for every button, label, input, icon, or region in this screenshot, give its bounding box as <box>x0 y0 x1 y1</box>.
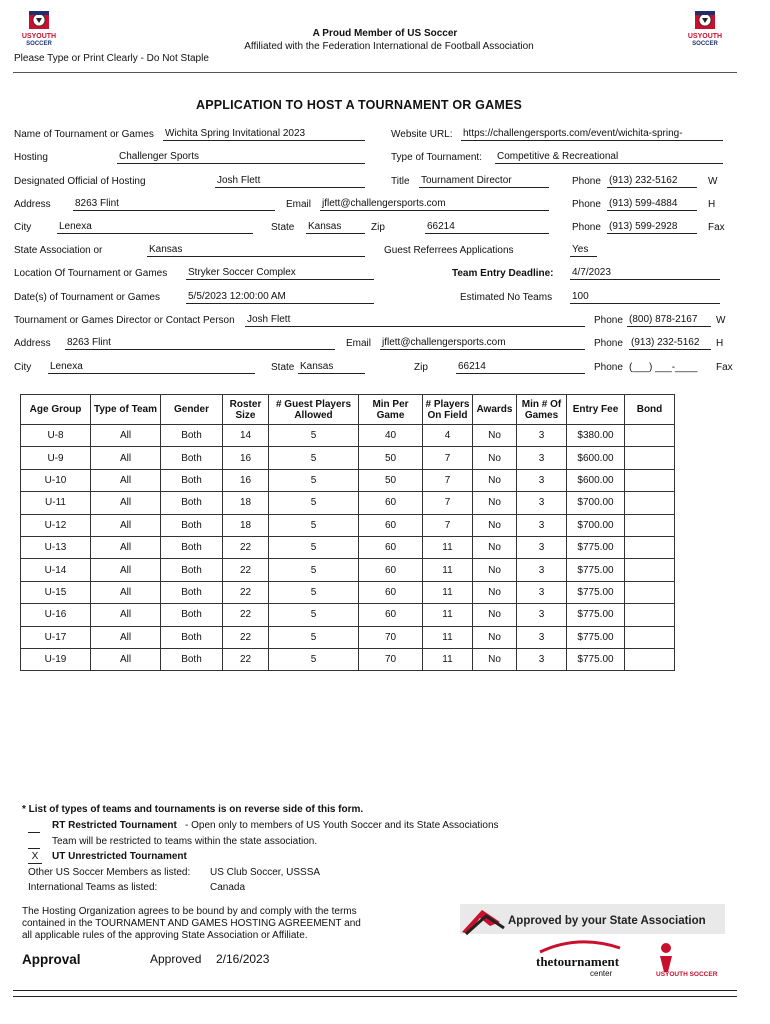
dir-city-field[interactable]: Lenexa <box>48 361 255 374</box>
phone3-suffix: Fax <box>708 222 725 233</box>
cell-min-per-game: 60 <box>359 536 423 558</box>
cell-guest-players: 5 <box>269 492 359 514</box>
deadline-label: Team Entry Deadline: <box>452 268 554 279</box>
cell-gender: Both <box>161 648 223 670</box>
dir-phone2-suffix: H <box>716 338 724 349</box>
cell-type-of-team: All <box>91 581 161 603</box>
cell-guest-players: 5 <box>269 536 359 558</box>
cell-entry-fee: $775.00 <box>567 581 625 603</box>
cell-gender: Both <box>161 447 223 469</box>
estimated-teams-label: Estimated No Teams <box>460 292 553 303</box>
col-age-group: Age Group <box>21 395 91 425</box>
cell-guest-players: 5 <box>269 447 359 469</box>
cell-awards: No <box>473 425 517 447</box>
col-min-games: Min # Of Games <box>517 395 567 425</box>
cell-gender: Both <box>161 604 223 626</box>
hosting-field[interactable]: Challenger Sports <box>117 151 365 164</box>
tournament-name-field[interactable]: Wichita Spring Invitational 2023 <box>163 128 365 141</box>
table-row <box>21 447 675 469</box>
dir-phone1-suffix: W <box>716 315 726 326</box>
email-label: Email <box>286 199 312 210</box>
dir-state-field[interactable]: Kansas <box>298 361 365 374</box>
approved-banner-text: Approved by your State Association <box>508 915 706 927</box>
cell-guest-players: 5 <box>269 425 359 447</box>
cell-guest-players: 5 <box>269 559 359 581</box>
title-label: Title <box>391 176 410 187</box>
cell-bond <box>625 425 675 447</box>
international-value: Canada <box>210 882 246 893</box>
header-instruction: Please Type or Print Clearly - Do Not Staple <box>14 53 209 64</box>
tournament-center-logo-line1: thetournament <box>536 954 620 969</box>
cell-bond <box>625 581 675 603</box>
state-label: State <box>271 222 295 233</box>
svg-text:SOCCER: SOCCER <box>26 41 52 47</box>
cell-min-games: 3 <box>517 447 567 469</box>
cell-roster-size: 22 <box>223 581 269 603</box>
dir-city-label: City <box>14 362 32 373</box>
col-min-per-game: Min Per Game <box>359 395 423 425</box>
cell-roster-size: 18 <box>223 492 269 514</box>
cell-type-of-team: All <box>91 559 161 581</box>
phone1-field[interactable]: (913) 232-5162 <box>607 175 697 188</box>
dir-email-label: Email <box>346 338 372 349</box>
cell-roster-size: 22 <box>223 604 269 626</box>
cell-entry-fee: $600.00 <box>567 469 625 491</box>
table-row <box>21 626 675 648</box>
cell-bond <box>625 648 675 670</box>
cell-bond <box>625 469 675 491</box>
dir-email-field[interactable]: jflett@challengersports.com <box>380 337 585 350</box>
cell-type-of-team: All <box>91 469 161 491</box>
cell-gender: Both <box>161 425 223 447</box>
cell-roster-size: 14 <box>223 425 269 447</box>
cell-awards: No <box>473 559 517 581</box>
dir-zip-label: Zip <box>414 362 428 373</box>
cell-roster-size: 22 <box>223 648 269 670</box>
cell-roster-size: 18 <box>223 514 269 536</box>
city-field[interactable]: Lenexa <box>57 221 253 234</box>
cell-entry-fee: $775.00 <box>567 604 625 626</box>
cell-age-group: U-12 <box>21 514 91 536</box>
rt-checkbox[interactable] <box>28 820 40 833</box>
hosting-label: Hosting <box>14 152 48 163</box>
dir-phone3-suffix: Fax <box>716 362 733 373</box>
cell-roster-size: 22 <box>223 559 269 581</box>
other-members-label: Other US Soccer Members as listed: <box>28 867 191 878</box>
col-players-on-field: # Players On Field <box>423 395 473 425</box>
website-label: Website URL: <box>391 129 453 140</box>
cell-players-on-field: 11 <box>423 604 473 626</box>
cell-min-per-game: 70 <box>359 626 423 648</box>
cell-type-of-team: All <box>91 536 161 558</box>
page-title: APPLICATION TO HOST A TOURNAMENT OR GAMES <box>195 98 523 112</box>
col-entry-fee: Entry Fee <box>567 395 625 425</box>
table-row <box>21 425 675 447</box>
cell-awards: No <box>473 648 517 670</box>
table-row <box>21 469 675 491</box>
dir-state-label: State <box>271 362 295 373</box>
dir-phone2-label: Phone <box>594 338 623 349</box>
col-roster-size: Roster Size <box>223 395 269 425</box>
cell-guest-players: 5 <box>269 581 359 603</box>
dates-label: Date(s) of Tournament or Games <box>14 292 160 303</box>
cell-min-per-game: 60 <box>359 492 423 514</box>
location-label: Location Of Tournament or Games <box>14 268 168 279</box>
dir-phone2-field[interactable]: (913) 232-5162 <box>629 337 711 350</box>
tournament-name-label: Name of Tournament or Games <box>14 129 154 140</box>
cell-entry-fee: $775.00 <box>567 626 625 648</box>
cell-players-on-field: 11 <box>423 626 473 648</box>
phone2-field[interactable]: (913) 599-4884 <box>607 198 697 211</box>
cell-age-group: U-16 <box>21 604 91 626</box>
cell-players-on-field: 7 <box>423 492 473 514</box>
cell-entry-fee: $600.00 <box>567 447 625 469</box>
cell-players-on-field: 4 <box>423 425 473 447</box>
rt-description-2: Team will be restricted to teams within the state association. <box>52 836 318 847</box>
list-note: * List of types of teams and tournaments is on reverse side of this form. <box>22 804 364 815</box>
agreement-line-3: all applicable rules of the approving State Association or Affiliate. <box>22 930 308 941</box>
approval-label: Approval <box>22 952 81 967</box>
state-assoc-label: State Association or <box>14 245 103 256</box>
cell-entry-fee: $775.00 <box>567 536 625 558</box>
dir-phone3-field[interactable]: (___) ___-____ <box>629 362 698 373</box>
col-bond: Bond <box>625 395 675 425</box>
email-field[interactable]: jflett@challengersports.com <box>320 198 549 211</box>
other-members-value: US Club Soccer, USSSA <box>210 867 321 878</box>
cell-gender: Both <box>161 559 223 581</box>
cell-guest-players: 5 <box>269 604 359 626</box>
cell-players-on-field: 11 <box>423 581 473 603</box>
cell-age-group: U-15 <box>21 581 91 603</box>
cell-players-on-field: 11 <box>423 536 473 558</box>
cell-age-group: U-19 <box>21 648 91 670</box>
approval-status: Approved <box>150 952 202 966</box>
table-row <box>21 536 675 558</box>
table-row <box>21 492 675 514</box>
table-row <box>21 648 675 670</box>
age-group-table <box>20 394 675 671</box>
tournament-center-logo-line2: center <box>590 969 613 978</box>
cell-guest-players: 5 <box>269 469 359 491</box>
cell-awards: No <box>473 604 517 626</box>
dates-field[interactable]: 5/5/2023 12:00:00 AM <box>186 291 374 304</box>
cell-type-of-team: All <box>91 425 161 447</box>
dir-phone3-label: Phone <box>594 362 623 373</box>
svg-text:SOCCER: SOCCER <box>692 41 718 47</box>
cell-bond <box>625 447 675 469</box>
col-awards: Awards <box>473 395 517 425</box>
cell-type-of-team: All <box>91 447 161 469</box>
header-membership: A Proud Member of US Soccer <box>312 28 458 39</box>
cell-min-per-game: 70 <box>359 648 423 670</box>
dir-zip-field[interactable]: 66214 <box>456 361 585 374</box>
dir-phone1-field[interactable]: (800) 878-2167 <box>627 314 711 327</box>
col-guest-players: # Guest Players Allowed <box>269 395 359 425</box>
cell-min-per-game: 50 <box>359 447 423 469</box>
cell-min-games: 3 <box>517 425 567 447</box>
cell-min-games: 3 <box>517 581 567 603</box>
cell-players-on-field: 7 <box>423 447 473 469</box>
dir-address-label: Address <box>14 338 51 349</box>
state-field[interactable]: Kansas <box>306 221 365 234</box>
table-body <box>21 425 675 671</box>
footer-rule-1 <box>13 990 737 991</box>
phone1-suffix: W <box>708 176 718 187</box>
cell-guest-players: 5 <box>269 626 359 648</box>
international-label: International Teams as listed: <box>28 882 158 893</box>
cell-min-per-game: 60 <box>359 559 423 581</box>
cell-gender: Both <box>161 536 223 558</box>
cell-min-per-game: 60 <box>359 514 423 536</box>
location-field[interactable]: Stryker Soccer Complex <box>186 267 374 280</box>
zip-field[interactable]: 66214 <box>425 221 549 234</box>
col-type-of-team: Type of Team <box>91 395 161 425</box>
usys-small-logo: USYOUTH SOCCER <box>656 971 718 978</box>
cell-roster-size: 22 <box>223 626 269 648</box>
svg-text:USYOUTH: USYOUTH <box>687 33 723 40</box>
cell-min-games: 3 <box>517 469 567 491</box>
cell-awards: No <box>473 536 517 558</box>
dir-phone1-label: Phone <box>594 315 623 326</box>
cell-roster-size: 16 <box>223 469 269 491</box>
phone3-label: Phone <box>572 222 601 233</box>
cell-roster-size: 22 <box>223 536 269 558</box>
cell-gender: Both <box>161 581 223 603</box>
phone1-label: Phone <box>572 176 601 187</box>
cell-age-group: U-13 <box>21 536 91 558</box>
approval-date: 2/16/2023 <box>216 952 270 966</box>
official-field[interactable]: Josh Flett <box>215 175 365 188</box>
agreement-line-1: The Hosting Organization agrees to be bound by and comply with the terms <box>22 906 357 917</box>
cell-age-group: U-9 <box>21 447 91 469</box>
cell-roster-size: 16 <box>223 447 269 469</box>
cell-age-group: U-10 <box>21 469 91 491</box>
cell-entry-fee: $775.00 <box>567 559 625 581</box>
cell-guest-players: 5 <box>269 648 359 670</box>
cell-entry-fee: $700.00 <box>567 492 625 514</box>
deadline-field[interactable]: 4/7/2023 <box>570 267 720 280</box>
cell-type-of-team: All <box>91 514 161 536</box>
cell-players-on-field: 7 <box>423 514 473 536</box>
cell-min-games: 3 <box>517 536 567 558</box>
cell-min-games: 3 <box>517 559 567 581</box>
cell-entry-fee: $380.00 <box>567 425 625 447</box>
ut-label: UT Unrestricted Tournament <box>52 851 187 862</box>
cell-min-per-game: 60 <box>359 581 423 603</box>
cell-min-per-game: 50 <box>359 469 423 491</box>
cell-age-group: U-17 <box>21 626 91 648</box>
title-field[interactable]: Tournament Director <box>419 175 549 188</box>
referees-label: Guest Referrees Applications <box>384 245 514 256</box>
tournament-type-field[interactable]: Competitive & Recreational <box>495 151 723 164</box>
col-gender: Gender <box>161 395 223 425</box>
table-row <box>21 581 675 603</box>
address-label: Address <box>14 199 51 210</box>
cell-entry-fee: $700.00 <box>567 514 625 536</box>
footer-rule-2 <box>13 996 737 997</box>
svg-text:USYOUTH: USYOUTH <box>21 33 57 40</box>
cell-type-of-team: All <box>91 648 161 670</box>
phone3-field[interactable]: (913) 599-2928 <box>607 221 697 234</box>
table-row <box>21 559 675 581</box>
table-header-row <box>21 395 675 425</box>
cell-type-of-team: All <box>91 626 161 648</box>
cell-players-on-field: 11 <box>423 559 473 581</box>
tournament-type-label: Type of Tournament: <box>391 152 482 163</box>
agreement-line-2: contained in the TOURNAMENT AND GAMES HOSTING AGREEMENT and <box>22 918 361 929</box>
table-row <box>21 604 675 626</box>
cell-awards: No <box>473 447 517 469</box>
estimated-teams-field[interactable]: 100 <box>570 291 720 304</box>
phone2-suffix: H <box>708 199 716 210</box>
phone2-label: Phone <box>572 199 601 210</box>
director-label: Tournament or Games Director or Contact Person <box>14 315 235 326</box>
table-row <box>21 514 675 536</box>
cell-bond <box>625 514 675 536</box>
cell-bond <box>625 604 675 626</box>
city-label: City <box>14 222 32 233</box>
cell-players-on-field: 11 <box>423 648 473 670</box>
cell-type-of-team: All <box>91 604 161 626</box>
cell-min-per-game: 40 <box>359 425 423 447</box>
cell-min-games: 3 <box>517 648 567 670</box>
cell-age-group: U-11 <box>21 492 91 514</box>
cell-min-per-game: 60 <box>359 604 423 626</box>
header-divider <box>13 72 737 73</box>
cell-age-group: U-14 <box>21 559 91 581</box>
ut-checkbox[interactable]: X <box>28 851 42 864</box>
cell-guest-players: 5 <box>269 514 359 536</box>
cell-bond <box>625 492 675 514</box>
dir-address-field[interactable]: 8263 Flint <box>65 337 335 350</box>
cell-bond <box>625 559 675 581</box>
address-field[interactable]: 8263 Flint <box>73 198 275 211</box>
cell-awards: No <box>473 469 517 491</box>
approved-by-state-association-graphic <box>460 904 725 982</box>
cell-type-of-team: All <box>91 492 161 514</box>
zip-label: Zip <box>371 222 385 233</box>
header-affiliation: Affiliated with the Federation International de Football Association <box>244 41 534 52</box>
cell-awards: No <box>473 626 517 648</box>
rt-label: RT Restricted Tournament <box>52 820 177 831</box>
website-field[interactable]: https://challengersports.com/event/wichita-spring- <box>461 128 723 141</box>
official-label: Designated Official of Hosting <box>14 176 146 187</box>
cell-age-group: U-8 <box>21 425 91 447</box>
cell-awards: No <box>473 514 517 536</box>
cell-min-games: 3 <box>517 514 567 536</box>
cell-gender: Both <box>161 492 223 514</box>
referees-field[interactable]: Yes <box>570 244 597 257</box>
cell-min-games: 3 <box>517 604 567 626</box>
cell-entry-fee: $775.00 <box>567 648 625 670</box>
cell-min-games: 3 <box>517 492 567 514</box>
rt-description: - Open only to members of US Youth Soccer and its State Associations <box>185 820 499 831</box>
cell-gender: Both <box>161 469 223 491</box>
state-assoc-field[interactable]: Kansas <box>147 244 365 257</box>
cell-players-on-field: 7 <box>423 469 473 491</box>
rt-checkbox-line2 <box>28 836 40 849</box>
cell-awards: No <box>473 492 517 514</box>
cell-min-games: 3 <box>517 626 567 648</box>
cell-bond <box>625 536 675 558</box>
cell-gender: Both <box>161 514 223 536</box>
director-field[interactable]: Josh Flett <box>245 314 585 327</box>
cell-awards: No <box>473 581 517 603</box>
cell-gender: Both <box>161 626 223 648</box>
cell-bond <box>625 626 675 648</box>
